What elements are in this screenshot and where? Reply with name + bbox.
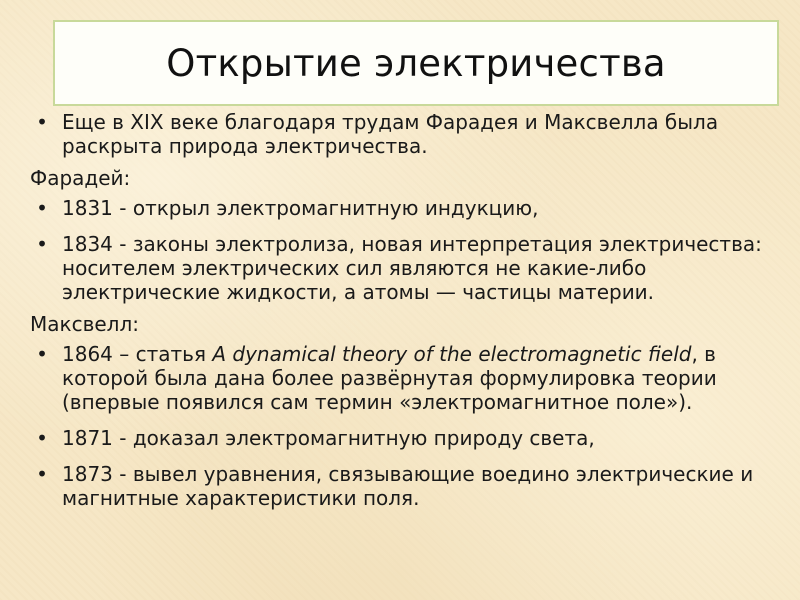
faraday-heading-text: Фарадей: [30,166,131,190]
slide-content [30,110,790,522]
bullet-maxwell-1871 [30,426,790,450]
maxwell-item-1864 [62,342,717,414]
bullet-maxwell-1864 [30,342,790,414]
maxwell-1864-paper-title: A dynamical theory of the electromagnetic field [212,342,692,366]
faraday-item-1831: 1831 - открыл электромагнитную индукцию, [62,196,539,220]
bullet-faraday-1834 [30,232,790,304]
slide-title: Открытие электричества [166,41,666,85]
faraday-heading [30,166,790,190]
faraday-item-1834: 1834 - законы электролиза, новая интерпретация электричества: носителем электрических сил являются не какие-либо электрические жидкости, а атомы — частицы материи. [62,232,762,304]
bullet-dot-icon: • [36,232,48,256]
maxwell-item-1873: 1873 - вывел уравнения, связывающие воедино электрические и магнитные характеристики поля. [62,462,754,510]
intro-text: Еще в XIX веке благодаря трудам Фарадея и Максвелла была раскрыта природа электричества. [62,110,719,158]
bullet-dot-icon: • [36,196,48,220]
bullet-dot-icon: • [36,342,48,366]
bullet-dot-icon: • [36,110,48,134]
maxwell-heading-text: Максвелл: [30,312,139,336]
bullet-maxwell-1873 [30,462,790,510]
bullet-dot-icon: • [36,426,48,450]
maxwell-1864-suffix: , в которой была дана более развёрнутая формулировка теории (впервые появился сам термин «электромагнитное поле»). [62,342,717,414]
bullet-intro [30,110,790,158]
title-box [53,20,779,106]
bullet-faraday-1831 [30,196,790,220]
maxwell-heading [30,312,790,336]
maxwell-item-1871: 1871 - доказал электромагнитную природу света, [62,426,595,450]
bullet-dot-icon: • [36,462,48,486]
maxwell-1864-prefix: 1864 – статья [62,342,213,366]
